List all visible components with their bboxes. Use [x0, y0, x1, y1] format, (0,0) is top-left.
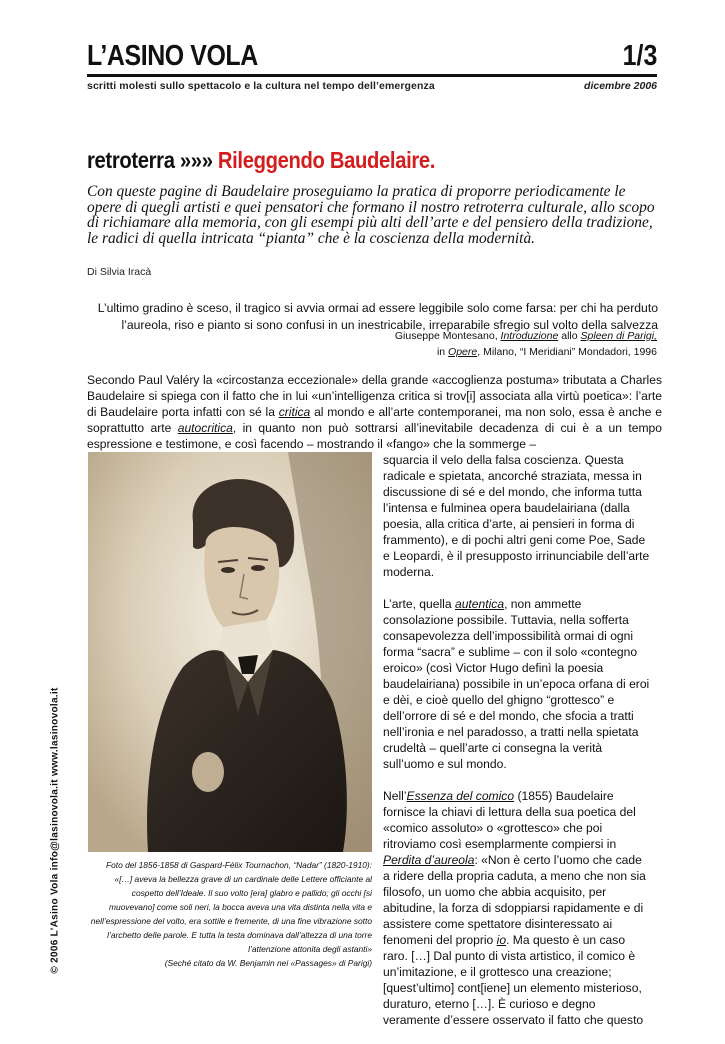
body-emphasis: Perdita d’aureola	[383, 853, 475, 867]
body-text: al mondo e all’arte contemporanei, ma non solo, essa è anche e soprattutto arte	[87, 405, 662, 435]
source-author: Giuseppe Montesano,	[394, 330, 498, 342]
vertical-credits	[40, 687, 61, 980]
source-work-opere: Opere	[448, 346, 478, 358]
body-text: L’arte, quella	[383, 597, 452, 611]
portrait-illustration	[88, 452, 372, 852]
source-publisher: , Milano, “I Meridiani” Mondadori, 1996	[477, 346, 657, 358]
body-text: , in quanto non può sottrarsi all’inevitabile decadenza di cui è a un tempo espressione e testimone, e così facendo – mostrando il «fango» che la sommerge –	[87, 421, 662, 451]
article-lead: Con queste pagine di Baudelaire proseguiamo la pratica di proporre periodicamente le opere di quegli artisti e quei pensatori che formano il nostro retroterra culturale, allo scopo di richiamare alla memoria, con gli esempi più alti dell’arte e del pensiero della tradizione, le radici di quella intricata “pianta” che è la coscienza della modernità.	[87, 183, 655, 247]
body-text: , non ammette consolazione possibile. Tuttavia, nella sofferta consapevolezza dell’impossibilità ormai di ogni forma “sacra” e sublime – con il solo «contegno eroico» (così Victor Hugo definì la poesia baudelairiana) possibile in un’epoca orfana di eroi e dèi, e cioè quello del ghigno “grottesco” e dell’orrore di sé e del mondo, che sfocia a tratti nell’ironia e nel paradosso, a tratti nella spietata crudeltà – quell’arte ci consegna la verità sull’uomo e sul mondo.	[383, 597, 650, 771]
caption-quote: «[…] aveva la bellezza grave di un cardinale delle Lettere officiante al cospetto dell’Ideale. Il suo volto [era] glabro e pallido; gli occhi [si muovevano] come soli neri, la bocca aveva una vita distinta nella vita e nell’espressione del volto, era sottile e fremente, di una fine vibrazione sotto l’archetto delle parole. E tutta la testa dominava dall’altezza di una torre l’attenzione attonita degli astanti»	[90, 874, 372, 954]
body-text: . Ma questo è un caso raro. […] Dal punto di vista artistico, il comico è un’imitazione, e il grottesco una creazione; [quest’ultimo] cont[iene] un elemento misterioso, duraturo, eterno […]. È curioso e degno veramente d’essere osservato il fatto che questo	[383, 933, 644, 1027]
body-emphasis: io	[496, 933, 507, 947]
body-emphasis: autocritica	[177, 421, 233, 435]
article-headline	[87, 147, 597, 174]
source-work-introduzione: Introduzione	[500, 330, 559, 342]
epigraph-text: L’ultimo gradino è sceso, il tragico si avvia ormai ad essere leggibile solo come farsa: per chi ha perduto l’aureola, riso e pianto si sono confusi in un inestricabile, irreparabile sfregio sul volto della salvezza	[97, 301, 658, 332]
byline: Di Silvia Iracà	[87, 266, 152, 278]
section-arrows: »»»	[179, 147, 213, 173]
magazine-subtitle: scritti molesti sullo spettacolo e la cultura nel tempo dell’emergenza	[87, 80, 435, 92]
page-number: 1/3	[622, 40, 657, 72]
baudelaire-photo	[88, 452, 372, 852]
epigraph-source	[395, 328, 657, 360]
body-paragraph-3	[383, 788, 651, 1028]
body-paragraph-1-cont: squarcia il velo della falsa coscienza. Questa radicale e spietata, ancorché straziata, messa in discussione di sé e del mondo, che informa tutta l’intensa e fulminea opera baudelairiana (dalla poesia, alla critica d’arte, ai pensieri in forma di frammento), e di pochi altri geni come Poe, Sade e Leopardi, è il presupposto irrinunciabile dell’arte moderna.	[383, 453, 650, 579]
article-title: Rileggendo Baudelaire.	[217, 147, 436, 173]
section-label: retroterra	[87, 147, 175, 173]
magazine-title: L’ASINO VOLA	[87, 40, 258, 72]
masthead-rule	[87, 74, 657, 77]
caption-credit: Foto del 1856-1858 di Gaspard-Félix Tournachon, “Nadar” (1820-1910):	[106, 860, 372, 870]
body-text: Secondo Paul Valéry la «circostanza eccezionale» della grande «accoglienza postuma» tributata a Charles Baudelaire si spiega con il fatto che in lui «un’intelligenza critica si trov[i] associata alla virtù poetica»: l’arte di Baudelaire porta infatti con sé la	[87, 373, 662, 419]
photo-caption	[88, 858, 372, 970]
issue-date: dicembre 2006	[584, 80, 657, 92]
body-column	[383, 452, 651, 1044]
body-text: Nell’	[383, 789, 407, 803]
body-emphasis: autentica	[454, 597, 505, 611]
body-paragraph-intro	[87, 372, 662, 452]
masthead	[87, 40, 657, 70]
source-connector: allo	[561, 330, 578, 342]
body-emphasis: critica	[278, 405, 311, 419]
body-text: : «Non è certo l’uomo che cade a ridere della propria caduta, a meno che non sia filosofo, un uomo che abbia acquisito, per abitudine, la forza di sdoppiarsi rapidamente e di assistere come spettatore disinteressato ai fenomeni del proprio	[383, 853, 646, 947]
source-work-spleen: Spleen di Parigi,	[580, 330, 657, 342]
copyright-contacts: © 2006 L’Asino Vola info@lasinovola.it www.lasinovola.it	[49, 687, 61, 974]
body-emphasis: Essenza del comico	[406, 789, 515, 803]
body-text: (1855) Baudelaire fornisce la chiavi di lettura della sua poetica del «comico assoluto» o «grottesco» che poi ritroviamo così esemplarmente compiersi in	[383, 789, 636, 851]
caption-source: (Seché citato da W. Benjamin nei «Passages» di Parigi)	[164, 958, 372, 968]
source-in: in	[436, 346, 446, 358]
body-paragraph-2	[383, 596, 651, 772]
